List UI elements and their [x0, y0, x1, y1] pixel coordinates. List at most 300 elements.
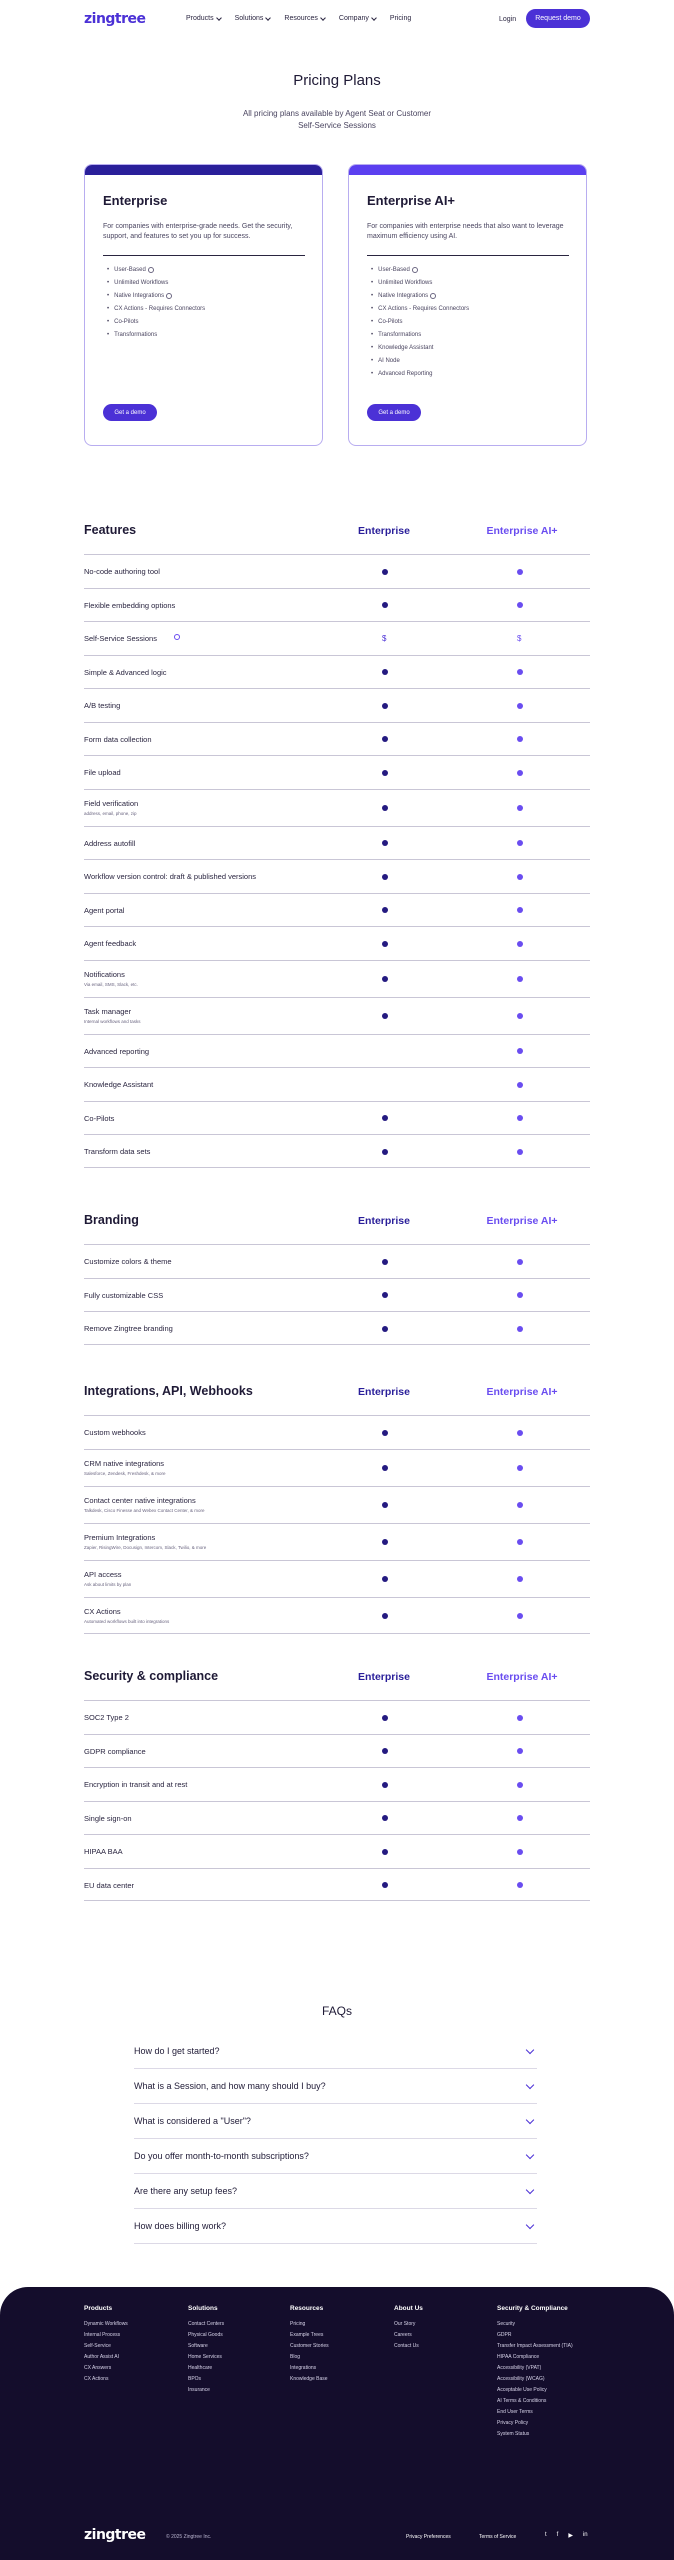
faq-question: How do I get started?	[134, 2046, 220, 2056]
plan-feature-label: • Knowledge Assistant	[378, 344, 434, 351]
footer-link[interactable]: Self-Service	[84, 2343, 111, 2349]
chevron-down-icon[interactable]	[526, 2081, 534, 2089]
row-label: Self-Service Sessions	[84, 634, 157, 643]
included-ai-plus-dot	[517, 1882, 523, 1888]
row-sublabel: Automated workflows built into integrations	[84, 1618, 170, 1624]
table-row	[84, 960, 590, 997]
table-row	[84, 1244, 590, 1278]
included-ai-plus-dot	[517, 976, 523, 982]
included-enterprise-dot	[382, 1715, 388, 1721]
faq-item[interactable]	[134, 2174, 537, 2209]
table-row	[84, 1278, 590, 1312]
table-row	[84, 1801, 590, 1835]
row-sublabel: Salesforce, Zendesk, Freshdesk, & more	[84, 1470, 166, 1476]
table-row	[84, 1134, 590, 1168]
row-label: Custom webhooks	[84, 1428, 146, 1437]
footer-link[interactable]: Contact Centers	[188, 2321, 225, 2327]
table-row	[84, 789, 590, 826]
footer-link[interactable]: Accessibility (VPAT)	[497, 2365, 542, 2371]
request-demo-button[interactable]: Request demo	[526, 9, 590, 28]
included-enterprise-dot	[382, 1815, 388, 1821]
footer-link[interactable]: Dynamic Workflows	[84, 2321, 128, 2327]
footer-link[interactable]: Internal Process	[84, 2332, 121, 2338]
row-label: EU data center	[84, 1880, 135, 1890]
table-row	[84, 1523, 590, 1560]
column-enterprise-ai-plus: Enterprise AI+	[486, 1671, 558, 1683]
included-ai-plus-dot	[517, 1259, 523, 1265]
footer-column-heading: Resources	[290, 2305, 324, 2312]
nav-products[interactable]	[186, 15, 221, 22]
table-row	[84, 655, 590, 689]
included-enterprise-dot	[382, 1326, 388, 1332]
social-links	[545, 2532, 588, 2539]
faq-question: Do you offer month-to-month subscriptions?	[134, 2151, 309, 2161]
row-label: Knowledge Assistant	[84, 1080, 154, 1089]
plan-feature-label: • User-Based	[378, 266, 410, 273]
info-icon[interactable]	[174, 634, 180, 640]
row-label: Notifications	[84, 969, 125, 979]
included-ai-plus-dot	[517, 569, 523, 575]
nav-resources[interactable]	[284, 15, 324, 22]
faq-title: FAQs	[321, 2004, 352, 2018]
table-row	[84, 1486, 590, 1523]
row-label: Contact center native integrations	[84, 1495, 196, 1505]
footer-link[interactable]: Healthcare	[188, 2365, 213, 2371]
row-label: Customize colors & theme	[84, 1257, 172, 1266]
footer-link[interactable]: Acceptable Use Policy	[497, 2387, 547, 2393]
plan-feature-label: • Transformations	[114, 331, 158, 338]
included-enterprise-dot	[382, 907, 388, 913]
chevron-down-icon[interactable]	[526, 2186, 534, 2194]
integrations-heading: Integrations, API, Webhooks	[84, 1384, 253, 1398]
column-enterprise-ai-plus: Enterprise AI+	[486, 1215, 558, 1227]
plan-feature	[367, 367, 469, 380]
footer-link[interactable]: Accessibility (WCAG)	[497, 2376, 545, 2382]
included-ai-plus-dot	[517, 669, 523, 675]
get-demo-button[interactable]: Get a demo	[103, 404, 157, 421]
column-enterprise: Enterprise	[358, 1215, 410, 1227]
table-header	[84, 518, 590, 554]
plan-feature	[367, 354, 469, 367]
footer-link[interactable]: Privacy Policy	[497, 2420, 529, 2426]
table-row	[84, 722, 590, 756]
column-enterprise: Enterprise	[358, 1671, 410, 1683]
included-ai-plus-dot	[517, 1292, 523, 1298]
footer	[0, 2287, 674, 2560]
plan-feature	[367, 341, 469, 354]
row-label: Single sign-on	[84, 1813, 132, 1823]
row-label: Remove Zingtree branding	[84, 1324, 173, 1333]
table-row	[84, 1834, 590, 1868]
footer-link[interactable]: Pricing	[290, 2321, 306, 2327]
plan-feature	[103, 289, 205, 302]
footer-link[interactable]: HIPAA Compliance	[497, 2354, 540, 2360]
plan-feature-label: • AI Node	[378, 357, 400, 364]
chevron-down-icon	[371, 15, 377, 21]
included-enterprise-dot	[382, 1576, 388, 1582]
plan-feature-label: • Transformations	[378, 331, 422, 338]
row-label: No-code authoring tool	[84, 567, 160, 576]
included-enterprise-dot	[382, 840, 388, 846]
table-header	[84, 1208, 590, 1244]
footer-link[interactable]: CX Answers	[84, 2365, 112, 2371]
plan-feature	[367, 263, 469, 276]
row-label: CX Actions	[84, 1606, 121, 1616]
row-label: Agent portal	[84, 905, 125, 915]
table-row	[84, 1449, 590, 1486]
included-enterprise-dot	[382, 1013, 388, 1019]
footer-link[interactable]: Physical Goods	[188, 2332, 223, 2338]
included-enterprise-dot	[382, 736, 388, 742]
row-label: Flexible embedding options	[84, 600, 176, 610]
row-label: Agent feedback	[84, 939, 137, 948]
plan-card-bar	[85, 165, 322, 175]
info-icon[interactable]	[166, 293, 172, 299]
plan-card-bar	[349, 165, 586, 175]
faq-question: How does billing work?	[134, 2221, 227, 2231]
plan-description: For companies with enterprise needs that also want to leverage maximum efficiency using AI.	[367, 223, 564, 240]
nav-pricing[interactable]	[390, 15, 411, 22]
table-row	[84, 1767, 590, 1801]
login-link[interactable]: Login	[499, 16, 517, 23]
info-icon[interactable]	[430, 293, 436, 299]
plan-feature-label: • Unlimited Workflows	[378, 279, 433, 286]
table-header	[84, 1664, 590, 1700]
footer-column	[84, 2305, 128, 2385]
chevron-down-icon[interactable]	[526, 2116, 534, 2124]
included-ai-plus-dot	[517, 1430, 523, 1436]
row-label: CRM native integrations	[84, 1458, 165, 1468]
table-row	[84, 1034, 590, 1068]
plan-feature-label: • Co-Pilots	[114, 318, 139, 325]
features-table	[84, 518, 590, 1168]
included-enterprise-dot	[382, 976, 388, 982]
table-row	[84, 926, 590, 960]
included-ai-plus-dot	[517, 602, 523, 608]
table-row	[84, 1415, 590, 1449]
plan-card-enterprise	[84, 164, 323, 446]
plan-feature	[367, 302, 469, 315]
included-enterprise-dot	[382, 1465, 388, 1471]
row-label: Field verification	[84, 798, 139, 808]
faq-list	[134, 2034, 537, 2244]
included-enterprise-dot	[382, 703, 388, 709]
included-ai-plus-dot	[517, 1576, 523, 1582]
chevron-down-icon[interactable]	[526, 2046, 534, 2054]
column-enterprise-ai-plus: Enterprise AI+	[486, 1386, 558, 1398]
plan-feature-label: • Co-Pilots	[378, 318, 403, 325]
included-enterprise-dot	[382, 1149, 388, 1155]
table-row	[84, 1700, 590, 1734]
linkedin-icon[interactable]: in	[582, 2532, 588, 2538]
row-label: Premium Integrations	[84, 1532, 156, 1542]
get-demo-button[interactable]: Get a demo	[367, 404, 421, 421]
plan-feature-label: • Native Integrations	[114, 292, 165, 299]
info-icon[interactable]	[412, 267, 418, 273]
footer-link[interactable]: Contact Us	[394, 2343, 419, 2349]
plan-feature-list	[367, 263, 469, 380]
table-row	[84, 588, 590, 622]
footer-link[interactable]: Integrations	[290, 2365, 317, 2371]
row-sublabel: address, email, phone, zip	[84, 810, 137, 816]
included-ai-plus-dot	[517, 840, 523, 846]
included-ai-plus-dot	[517, 805, 523, 811]
table-row	[84, 859, 590, 893]
divider	[367, 255, 569, 256]
row-label: Fully customizable CSS	[84, 1290, 164, 1300]
included-ai-plus-dot	[517, 703, 523, 709]
column-enterprise: Enterprise	[358, 1386, 410, 1398]
table-header	[84, 1379, 590, 1415]
branding-table	[84, 1208, 590, 1345]
footer-column-heading: Solutions	[188, 2305, 218, 2312]
footer-link[interactable]: Example Trees	[290, 2332, 324, 2338]
nav-company-label: Company	[338, 15, 369, 22]
footer-column	[290, 2305, 329, 2385]
included-ai-plus-dot	[517, 1502, 523, 1508]
row-label: API access	[84, 1569, 122, 1579]
table-row	[84, 1101, 590, 1135]
plan-card-enterprise-ai-plus	[348, 164, 587, 446]
faq-question: Are there any setup fees?	[134, 2186, 238, 2196]
included-ai-plus-dot	[517, 941, 523, 947]
row-sublabel: Ask about limits by plan	[84, 1581, 132, 1587]
faq-item[interactable]	[134, 2034, 537, 2069]
footer-column-heading: Security & Compliance	[497, 2305, 568, 2312]
included-ai-plus-dot	[517, 1715, 523, 1721]
included-ai-plus-dot	[517, 1815, 523, 1821]
page-subtitle: All pricing plans available by Agent Seat or Customer Self-Service Sessions	[242, 109, 432, 130]
footer-link[interactable]: Security	[497, 2321, 516, 2327]
table-row	[84, 755, 590, 789]
branding-heading: Branding	[84, 1213, 139, 1227]
included-enterprise-dot	[382, 1502, 388, 1508]
included-enterprise-dot	[382, 1430, 388, 1436]
footer-link[interactable]: CX Actions	[84, 2376, 109, 2382]
included-enterprise-dot	[382, 1115, 388, 1121]
row-label: A/B testing	[84, 701, 121, 710]
faq-item[interactable]	[134, 2104, 537, 2139]
column-enterprise-ai-plus: Enterprise AI+	[486, 525, 558, 537]
chevron-down-icon[interactable]	[526, 2151, 534, 2159]
included-ai-plus-dot	[517, 1539, 523, 1545]
included-ai-plus-dot	[517, 907, 523, 913]
row-label: Co-Pilots	[84, 1113, 115, 1123]
table-row	[84, 688, 590, 722]
included-enterprise-dot	[382, 874, 388, 880]
column-enterprise: Enterprise	[358, 525, 410, 537]
footer-link[interactable]: Home Services	[188, 2354, 222, 2360]
table-row	[84, 554, 590, 588]
included-ai-plus-dot	[517, 736, 523, 742]
faq-question: What is considered a "User"?	[134, 2116, 251, 2126]
footer-link[interactable]: End User Terms	[497, 2409, 533, 2415]
plan-feature-label: • User-Based	[114, 266, 146, 273]
table-row	[84, 1067, 590, 1101]
included-enterprise-dot	[382, 1613, 388, 1619]
row-label: Form data collection	[84, 734, 152, 744]
top-nav	[0, 0, 674, 38]
included-ai-plus-dot	[517, 1782, 523, 1788]
row-label: Task manager	[84, 1006, 132, 1016]
footer-link[interactable]: Software	[188, 2343, 208, 2349]
included-enterprise-dot	[382, 1292, 388, 1298]
footer-link[interactable]: BPOs	[188, 2376, 202, 2382]
included-ai-plus-dot	[517, 1082, 523, 1088]
zingtree-logo[interactable]: zingtree	[84, 11, 146, 27]
plan-feature	[103, 276, 205, 289]
nav-solutions[interactable]	[235, 15, 271, 22]
youtube-icon[interactable]: ▶	[568, 2533, 573, 2539]
plan-feature	[367, 315, 469, 328]
footer-link[interactable]: Our Story	[394, 2321, 416, 2327]
footer-link[interactable]: AI Terms & Conditions	[497, 2398, 547, 2404]
plan-feature	[103, 263, 205, 276]
row-label: Simple & Advanced logic	[84, 667, 167, 677]
priced-ai-plus: $	[517, 633, 522, 643]
copyright: © 2025 Zingtree Inc.	[166, 2534, 212, 2540]
chevron-down-icon	[320, 15, 326, 21]
table-row	[84, 1597, 590, 1634]
privacy-preferences-link[interactable]: Privacy Preferences	[406, 2534, 451, 2540]
included-enterprise-dot	[382, 569, 388, 575]
row-label: Address autofill	[84, 838, 136, 848]
footer-logo[interactable]: zingtree	[84, 2527, 146, 2543]
terms-of-service-link[interactable]: Terms of Service	[479, 2534, 517, 2540]
table-row	[84, 1868, 590, 1902]
nav-solutions-label: Solutions	[234, 15, 264, 22]
plan-feature-label: • CX Actions - Requires Connectors	[378, 305, 470, 312]
footer-link[interactable]: Blog	[290, 2354, 301, 2360]
plan-feature-label: • CX Actions - Requires Connectors	[114, 305, 206, 312]
included-enterprise-dot	[382, 1882, 388, 1888]
plan-description: For companies with enterprise-grade needs. Get the security, support, and features to set you up for success.	[103, 223, 293, 240]
plan-name: Enterprise AI+	[367, 193, 456, 208]
included-ai-plus-dot	[517, 1013, 523, 1019]
nav-products-label: Products	[186, 15, 214, 22]
row-label: GDPR compliance	[84, 1746, 146, 1756]
row-label: File upload	[84, 768, 121, 777]
integrations-table	[84, 1379, 590, 1634]
table-row	[84, 1311, 590, 1345]
table-row	[84, 893, 590, 927]
row-sublabel: Talkdesk, Cisco Finesse and Webex Contact Center, & more	[84, 1507, 205, 1513]
row-label: SOC2 Type 2	[84, 1713, 129, 1722]
footer-link[interactable]: Careers	[394, 2332, 412, 2338]
footer-column	[394, 2305, 423, 2352]
footer-link[interactable]: Knowledge Base	[290, 2376, 328, 2382]
facebook-icon[interactable]: f	[556, 2532, 559, 2538]
footer-link[interactable]: Transfer Impact Assessment (TIA)	[497, 2343, 573, 2349]
included-enterprise-dot	[382, 1259, 388, 1265]
page-title: Pricing Plans	[293, 72, 381, 89]
plan-feature	[367, 289, 469, 302]
features-heading: Features	[84, 523, 137, 537]
security-table	[84, 1664, 590, 1901]
footer-column	[497, 2305, 581, 2440]
footer-column	[188, 2305, 224, 2396]
divider	[103, 255, 305, 256]
row-sublabel: Zapier, RisingWire, Docusign, Intercom, Slack, Twilio, & more	[84, 1544, 207, 1550]
plan-feature	[103, 315, 205, 328]
faq-question: What is a Session, and how many should I buy?	[134, 2081, 326, 2091]
nav-company[interactable]	[339, 15, 376, 22]
footer-column-heading: About Us	[394, 2305, 423, 2312]
nav-resources-label: Resources	[284, 15, 318, 22]
included-enterprise-dot	[382, 1849, 388, 1855]
row-label: Advanced reporting	[84, 1046, 150, 1056]
included-ai-plus-dot	[517, 874, 523, 880]
table-row	[84, 1560, 590, 1597]
footer-link[interactable]: GDPR	[497, 2332, 512, 2338]
row-label: Encryption in transit and at rest	[84, 1780, 188, 1789]
footer-column-heading: Products	[84, 2305, 113, 2312]
faq-item[interactable]	[134, 2069, 537, 2104]
included-enterprise-dot	[382, 1782, 388, 1788]
plan-feature-label: • Advanced Reporting	[378, 370, 433, 377]
table-row	[84, 826, 590, 860]
twitter-icon[interactable]: t	[545, 2532, 547, 2538]
included-ai-plus-dot	[517, 1849, 523, 1855]
plan-name: Enterprise	[103, 193, 168, 208]
included-ai-plus-dot	[517, 1115, 523, 1121]
plan-feature	[367, 276, 469, 289]
included-ai-plus-dot	[517, 1465, 523, 1471]
table-row	[84, 621, 590, 655]
footer-link[interactable]: Insurance	[188, 2387, 210, 2393]
row-label: HIPAA BAA	[84, 1847, 123, 1856]
included-ai-plus-dot	[517, 1613, 523, 1619]
faq-item[interactable]	[134, 2209, 537, 2244]
row-sublabel: Internal workflows and tasks	[84, 1018, 141, 1024]
plan-feature-label: • Native Integrations	[378, 292, 429, 299]
footer-link[interactable]: Customer Stories	[290, 2343, 329, 2349]
security-heading: Security & compliance	[84, 1669, 219, 1683]
chevron-down-icon	[266, 15, 272, 21]
included-enterprise-dot	[382, 770, 388, 776]
footer-link[interactable]: System Status	[497, 2431, 530, 2437]
faq-item[interactable]	[134, 2139, 537, 2174]
table-row	[84, 1734, 590, 1768]
plan-feature	[103, 302, 205, 315]
included-ai-plus-dot	[517, 1149, 523, 1155]
plan-feature-label: • Unlimited Workflows	[114, 279, 169, 286]
included-enterprise-dot	[382, 602, 388, 608]
included-ai-plus-dot	[517, 1748, 523, 1754]
included-enterprise-dot	[382, 669, 388, 675]
chevron-down-icon[interactable]	[526, 2221, 534, 2229]
plan-feature	[103, 328, 205, 341]
included-enterprise-dot	[382, 805, 388, 811]
included-ai-plus-dot	[517, 1048, 523, 1054]
chevron-down-icon	[216, 15, 222, 21]
priced-enterprise: $	[382, 633, 387, 643]
row-label: Workflow version control: draft & published versions	[84, 872, 257, 881]
nav-links	[186, 15, 411, 22]
row-label: Transform data sets	[84, 1147, 151, 1156]
plan-feature	[367, 328, 469, 341]
included-enterprise-dot	[382, 1748, 388, 1754]
included-ai-plus-dot	[517, 1326, 523, 1332]
info-icon[interactable]	[148, 267, 154, 273]
footer-link[interactable]: Author Assist AI	[84, 2354, 120, 2360]
table-row	[84, 997, 590, 1034]
row-sublabel: Via email, SMS, Slack, etc.	[84, 981, 138, 987]
plan-feature-list	[103, 263, 205, 341]
included-enterprise-dot	[382, 1539, 388, 1545]
included-ai-plus-dot	[517, 770, 523, 776]
nav-pricing-label: Pricing	[389, 15, 412, 22]
